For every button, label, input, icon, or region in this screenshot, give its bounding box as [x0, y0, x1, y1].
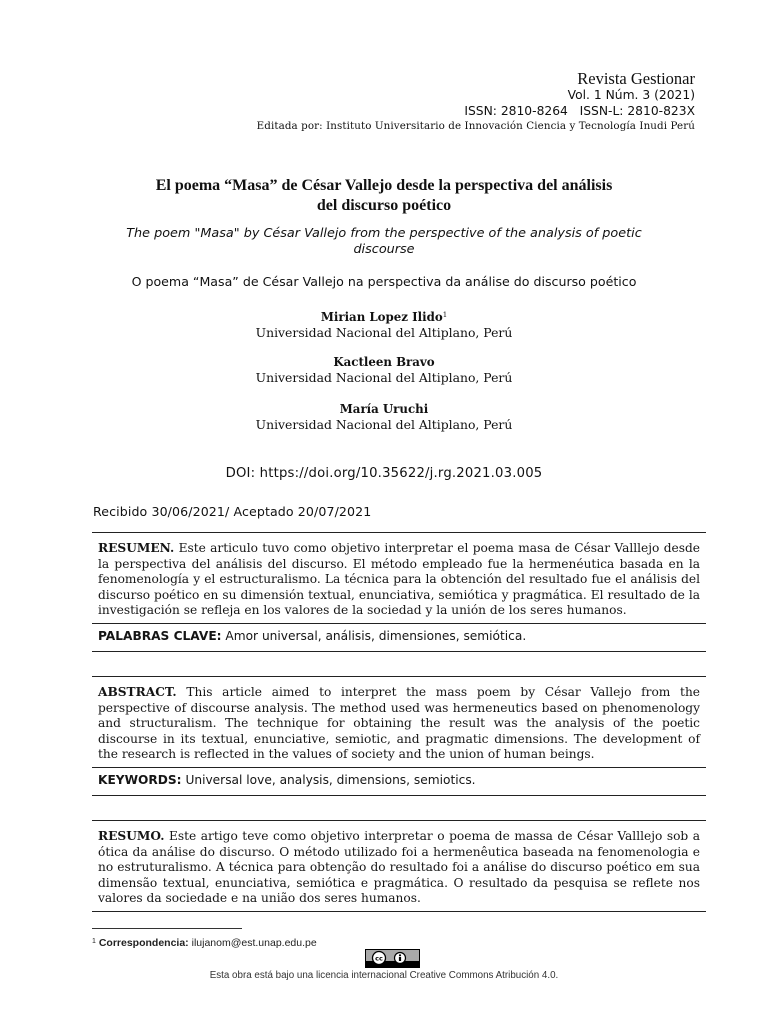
journal-name: Revista Gestionar	[577, 69, 695, 88]
author-affiliation: Universidad Nacional del Altiplano, Perú	[255, 325, 513, 340]
journal-issn: ISSN: 2810-8264 ISSN-L: 2810-823X	[464, 103, 695, 118]
article-title-english	[60, 226, 708, 258]
journal-editor: Editada por: Instituto Universitario de Innovación Ciencia y Tecnología Inudi Perú	[256, 120, 695, 132]
title-english-line1: The poem "Masa" by César Vallejo from the perspective of the analysis of poetic	[126, 226, 642, 241]
license-text: Esta obra está bajo una licencia internacional Creative Commons Atribución 4.0.	[209, 970, 559, 981]
received-accepted-dates: Recibido 30/06/2021/ Aceptado 20/07/2021	[93, 504, 372, 519]
author-block-3	[60, 401, 708, 433]
resumen-label: RESUMEN.	[98, 541, 175, 555]
abstract-paragraph	[92, 677, 706, 767]
title-english-line2: discourse	[353, 242, 415, 257]
palabras-clave-label: PALABRAS CLAVE:	[98, 628, 222, 643]
title-spanish-line1: El poema “Masa” de César Vallejo desde la perspectiva del análisis	[155, 177, 613, 194]
author-block-1	[60, 307, 708, 341]
footnote	[92, 935, 317, 950]
footnote-rule	[92, 928, 242, 929]
footnote-mark[interactable]: 1	[442, 311, 448, 319]
footnote-number: 1	[92, 938, 96, 945]
keywords-text: Universal love, analysis, dimensions, semiotics.	[185, 772, 476, 787]
correspondence-email[interactable]: ilujanom@est.unap.edu.pe	[191, 937, 317, 949]
doi-link[interactable]: DOI: https://doi.org/10.35622/j.rg.2021.03.005	[225, 466, 543, 481]
creative-commons-by-icon[interactable]	[365, 949, 420, 968]
journal-header	[257, 70, 695, 134]
author-block-2	[60, 354, 708, 386]
author-affiliation: Universidad Nacional del Altiplano, Perú	[255, 417, 513, 432]
footnote-label: Correspondencia:	[98, 937, 189, 949]
palabras-clave-text: Amor universal, análisis, dimensiones, semiótica.	[225, 628, 527, 643]
resumo-paragraph	[92, 821, 706, 911]
keywords-label: KEYWORDS:	[98, 772, 182, 787]
cc-glyphs-icon	[366, 950, 419, 967]
journal-volume: Vol. 1 Núm. 3 (2021)	[567, 88, 695, 102]
resumo-text: Este artigo teve como objetivo interpretar o poema de massa de César Valllejo sob a ótica da análise do discurso. O método utilizado foi a hermenêutica baseada na fenomenologia e no estruturalismo. A técnica para obtenção do resultado foi a análise do discurso poético em sua dimensão textual, enunciativa, semiótica e pragmática. O resultado da pesquisa se reflete nos valores da sociedade e na união dos seres humanos.	[98, 829, 700, 906]
article-title-spanish	[60, 176, 708, 216]
author-affiliation: Universidad Nacional del Altiplano, Perú	[255, 370, 513, 385]
author-name: María Uruchi	[339, 402, 429, 416]
resumen-box	[92, 532, 706, 652]
abstract-box	[92, 676, 706, 796]
resumen-text: Este articulo tuvo como objetivo interpretar el poema masa de César Valllejo desde la perspectiva del análisis del discurso. El método empleado fue la hermenéutica basada en la fenomenología y el estructuralismo. La técnica para la obtención del resultado fue el análisis del discurso poético en su dimensión textual, enunciativa, semiótica y pragmática. El resultado de la investigación se refleja en los valores de la sociedad y la unión de los seres humanos.	[98, 541, 700, 618]
abstract-label: ABSTRACT.	[98, 685, 177, 699]
article-title-portuguese: O poema “Masa” de César Vallejo na perspectiva da análise do discurso poético	[131, 274, 637, 289]
resumo-label: RESUMO.	[98, 829, 165, 843]
divider	[92, 911, 706, 912]
palabras-clave	[92, 624, 706, 651]
resumo-box	[92, 820, 706, 912]
abstract-text: This article aimed to interpret the mass poem by César Vallejo from the perspective of discourse analysis. The method used was hermeneutics based on phenomenology and structuralism. The technique for obtaining the result was the analysis of the poetic discourse in its textual, enunciative, semiotic, and pragmatic dimensions. The development of the research is reflected in the values of society and the union of human beings.	[98, 685, 701, 762]
title-spanish-line2: del discurso poético	[316, 197, 452, 214]
keywords	[92, 768, 706, 795]
author-name: Mirian Lopez Ilido$^1$	[320, 310, 448, 324]
svg-text:cc: cc	[375, 954, 383, 963]
resumen-paragraph	[92, 533, 706, 623]
author-name: Kactleen Bravo	[333, 355, 435, 369]
